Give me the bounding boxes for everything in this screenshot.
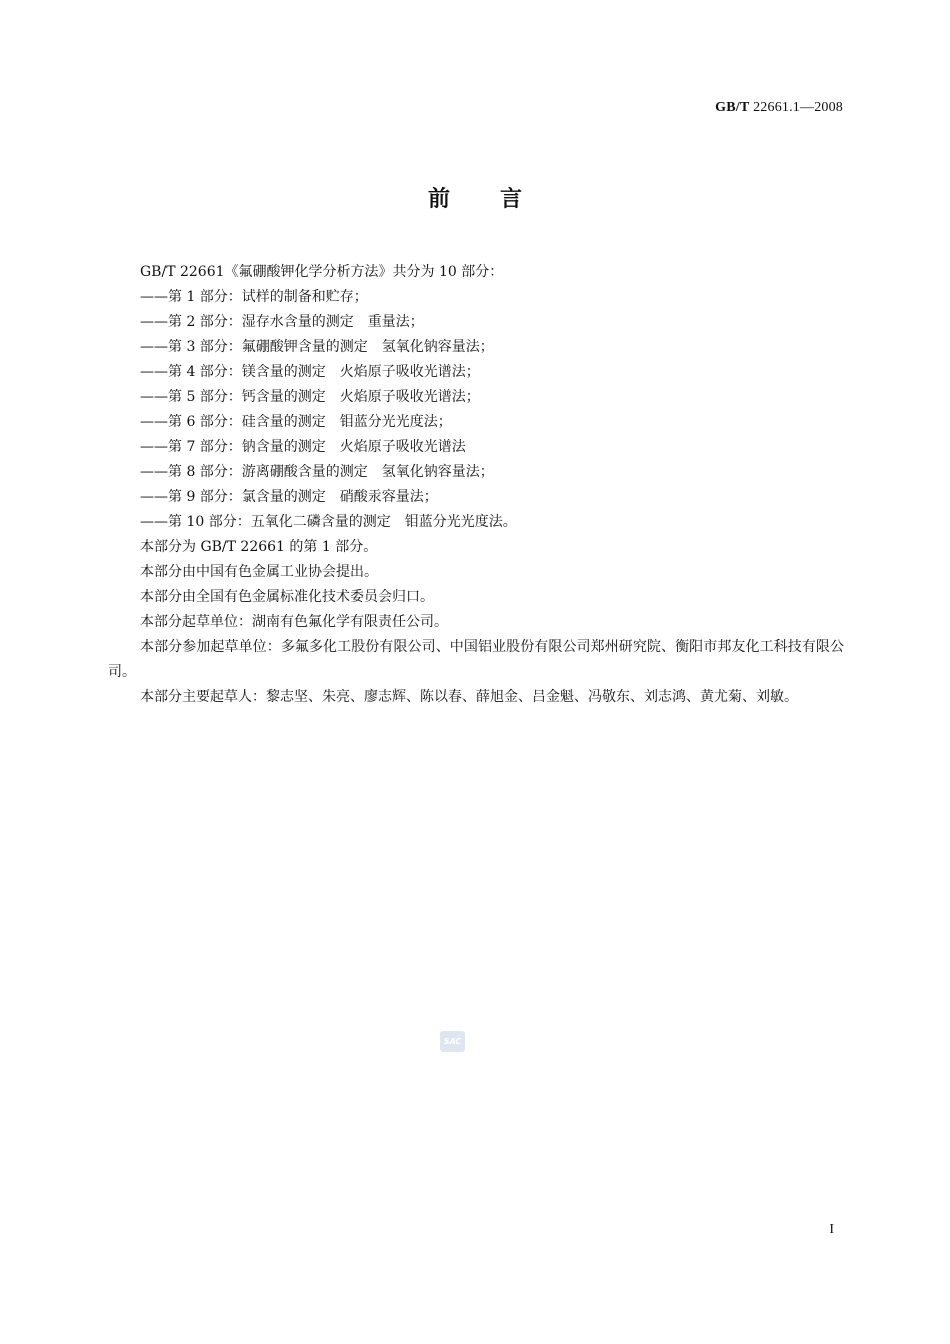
- list-item: ——第 5 部分：钙含量的测定 火焰原子吸收光谱法；: [140, 389, 480, 405]
- list-item: ——第 3 部分：氟硼酸钾含量的测定 氢氧化钠容量法；: [140, 339, 494, 355]
- list-item: ——第 1 部分：试样的制备和贮存；: [140, 289, 368, 305]
- paragraph: 本部分由全国有色金属标准化技术委员会归口。: [140, 589, 434, 605]
- paragraph: 本部分起草单位：湖南有色氟化学有限责任公司。: [140, 614, 448, 630]
- paragraph: 本部分为 GB/T 22661 的第 1 部分。: [140, 539, 378, 555]
- list-item: ——第 4 部分：镁含量的测定 火焰原子吸收光谱法；: [140, 364, 480, 380]
- list-item: ——第 8 部分：游离硼酸含量的测定 氢氧化钠容量法；: [140, 464, 494, 480]
- paragraph: GB/T 22661《氟硼酸钾化学分析方法》共分为 10 部分：: [140, 264, 504, 280]
- paragraph: 本部分参加起草单位：多氟多化工股份有限公司、中国铝业股份有限公司郑州研究院、衡阳市邦友化工科技有限公司。: [108, 639, 844, 680]
- foreword-body: [108, 260, 844, 710]
- standard-code-number: 22661.1—2008: [753, 100, 843, 115]
- paragraph: 本部分主要起草人：黎志坚、朱亮、廖志辉、陈以春、薛旭金、吕金魁、冯敬东、刘志鸿、黄尤菊、刘敏。: [140, 689, 798, 705]
- page-number: I: [829, 1222, 834, 1237]
- logo-text: SAC: [443, 1037, 462, 1046]
- list-item: ——第 6 部分：硅含量的测定 钼蓝分光光度法；: [140, 414, 452, 430]
- standard-code: [715, 100, 843, 116]
- page-title: 前言: [427, 187, 572, 212]
- list-item: ——第 7 部分：钠含量的测定 火焰原子吸收光谱法: [140, 439, 466, 455]
- list-item: ——第 10 部分：五氧化二磷含量的测定 钼蓝分光光度法。: [140, 514, 517, 530]
- list-item: ——第 9 部分：氯含量的测定 硝酸汞容量法；: [140, 489, 438, 505]
- list-item: ——第 2 部分：湿存水含量的测定 重量法；: [140, 314, 424, 330]
- paragraph: 本部分由中国有色金属工业协会提出。: [140, 564, 378, 580]
- standard-code-prefix: GB/T: [715, 100, 750, 115]
- sac-logo-icon: [440, 1031, 465, 1052]
